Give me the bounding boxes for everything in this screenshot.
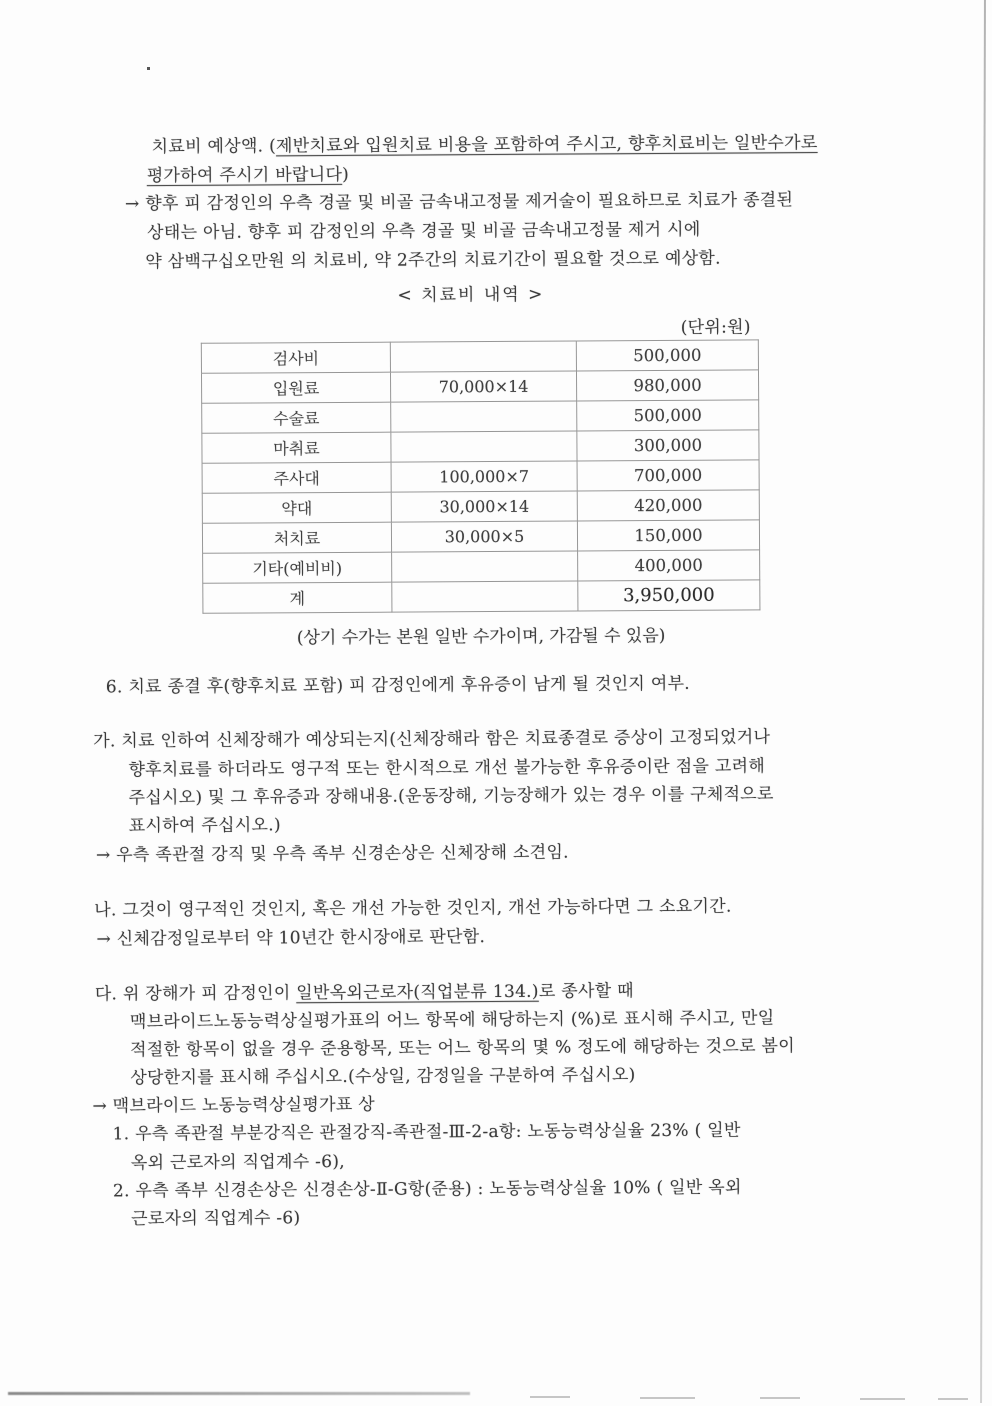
cost-item-amount: 500,000 <box>577 400 759 431</box>
cost-item-label: 검사비 <box>201 342 390 373</box>
table-row <box>202 430 759 463</box>
item-da-answer1-line-1: 1. 우측 족관절 부분강직은 관절강직-족관절-Ⅲ-2-a항: 노동능력상실율 23% ( 일반 <box>112 1120 741 1145</box>
item-da-line1-pre: 다. 위 장해가 피 감정인이 <box>94 983 297 1005</box>
item-da-line-3: 적절한 항목이 없을 경우 준용항목, 또는 어느 항목의 몇 % 정도에 해당하는 것으로 봄이 <box>130 1036 796 1061</box>
cost-item-label: 수술료 <box>202 402 391 433</box>
cost-table-title: < 치료비 내역 > <box>397 284 545 306</box>
cost-item-label: 입원료 <box>201 372 390 403</box>
item-da-line1-post: 로 종사할 때 <box>538 981 634 1002</box>
table-row <box>201 370 758 403</box>
intro-line2-underlined: 평가하여 주시기 바랍니다 <box>146 164 343 187</box>
item-da-answer2-line-1: 2. 우측 족부 신경손상은 신경손상-Ⅱ-G항(준용) : 노동능력상실율 10% ( 일반 옥외 <box>112 1177 742 1202</box>
cost-item-amount: 500,000 <box>576 340 758 371</box>
item-ga-line-4: 표시하여 주십시오.) <box>128 815 281 837</box>
item-na-answer: → 신체감정일로부터 약 10년간 한시장애로 판단함. <box>96 927 486 950</box>
cost-item-calc <box>391 431 577 462</box>
table-row <box>202 490 759 523</box>
table-row <box>202 460 759 493</box>
cost-item-amount: 400,000 <box>578 550 760 581</box>
cost-item-amount: 150,000 <box>577 520 759 551</box>
cost-table-caption: (상기 수가는 본원 일반 수가이며, 가감될 수 있음) <box>296 625 666 649</box>
scan-bottom-smudge-artifact <box>8 1392 470 1395</box>
table-row <box>202 520 759 553</box>
item-da-line-2: 맥브라이드노동능력상실평가표의 어느 항목에 해당하는지 (%)로 표시해 주시고, 만일 <box>129 1008 775 1033</box>
intro-line-5: 약 삼백구십오만원 의 치료비, 약 2주간의 치료기간이 필요할 것으로 예상함. <box>145 248 721 273</box>
item-na-line-1: 나. 그것이 영구적인 것인지, 혹은 개선 가능한 것인지, 개선 가능하다면 그 소요기간. <box>94 896 732 921</box>
cost-item-label: 약대 <box>202 492 391 523</box>
cost-item-calc <box>390 341 576 372</box>
intro-line-2 <box>147 164 349 187</box>
intro-line-3: → 향후 피 감정인의 우측 경골 및 비골 금속내고정물 제거술이 필요하므로 치료가 종결된 <box>124 190 794 215</box>
cost-item-label: 처치료 <box>202 522 391 553</box>
item-da-line-1 <box>95 980 634 1005</box>
item-ga-line-3: 주십시오) 및 그 후유증과 장해내용.(운동장해, 기능장해가 있는 경우 이를 구체적으로 <box>128 784 774 809</box>
item-da-answer2-line-2: 근로자의 직업계수 -6) <box>131 1208 301 1230</box>
cost-item-amount: 980,000 <box>576 370 758 401</box>
cost-item-calc <box>392 581 578 612</box>
intro-line1-pre: 치료비 예상액. ( <box>151 136 277 158</box>
cost-item-calc <box>391 401 577 432</box>
item-ga-line-1: 가. 치료 인하여 신체장해가 예상되는지(신체장해라 함은 치료종결로 증상이 고정되었거나 <box>93 727 771 752</box>
table-row <box>203 550 760 583</box>
cost-table <box>201 339 761 613</box>
intro-line-1 <box>152 132 818 158</box>
scan-bottom-dash-artifact <box>860 1398 905 1400</box>
cost-item-calc: 30,000×5 <box>391 521 577 552</box>
table-row <box>202 400 759 433</box>
table-row-total <box>203 580 760 613</box>
item-ga-answer: → 우측 족관절 강직 및 우측 족부 신경손상은 신체장해 소견임. <box>95 842 569 866</box>
cost-item-amount: 300,000 <box>577 430 759 461</box>
cost-item-label: 주사대 <box>202 462 391 493</box>
item-da-answer1-line-2: 옥외 근로자의 직업계수 -6), <box>130 1151 346 1174</box>
cost-item-calc: 70,000×14 <box>390 371 576 402</box>
cost-table-unit-label: (단위:원) <box>680 317 751 338</box>
table-row <box>201 340 758 373</box>
scan-bottom-dash-artifact <box>760 1397 800 1399</box>
item-da-line1-underlined: 일반옥외근로자(직업분류 134.) <box>296 981 539 1004</box>
scan-bottom-dash-artifact <box>530 1396 570 1398</box>
item-da-line-4: 상당한지를 표시해 주십시오.(수상일, 감정일을 구분하여 주십시오) <box>130 1065 636 1089</box>
cost-item-calc: 30,000×14 <box>391 491 577 522</box>
intro-line1-underlined: 제반치료와 입원치료 비용을 포함하여 주시고, 향후치료비는 일반수가로 <box>275 133 818 157</box>
cost-item-calc: 100,000×7 <box>391 461 577 492</box>
intro-line-4: 상태는 아님. 향후 피 감정인의 우측 경골 및 비골 금속내고정물 제거 시에 <box>147 219 701 244</box>
scan-bottom-dash-artifact <box>938 1398 968 1400</box>
cost-item-amount: 420,000 <box>577 490 759 521</box>
cost-total-amount: 3,950,000 <box>578 580 760 611</box>
section6-heading: 6. 치료 종결 후(향후치료 포함) 피 감정인에게 후유증이 남게 될 것인지 여부. <box>105 673 691 698</box>
item-da-answer-heading: → 맥브라이드 노동능력상실평가표 상 <box>92 1094 376 1117</box>
intro-line2-close: ) <box>342 164 350 185</box>
cost-item-calc <box>392 551 578 582</box>
cost-item-label: 마취료 <box>202 432 391 463</box>
cost-item-label: 계 <box>203 582 392 613</box>
cost-item-label: 기타(예비비) <box>203 552 392 583</box>
item-ga-line-2: 향후치료를 하더라도 영구적 또는 한시적으로 개선 불가능한 후유증이란 점을 고려해 <box>128 756 766 781</box>
scan-bottom-dash-artifact <box>640 1397 695 1399</box>
cost-item-amount: 700,000 <box>577 460 759 491</box>
